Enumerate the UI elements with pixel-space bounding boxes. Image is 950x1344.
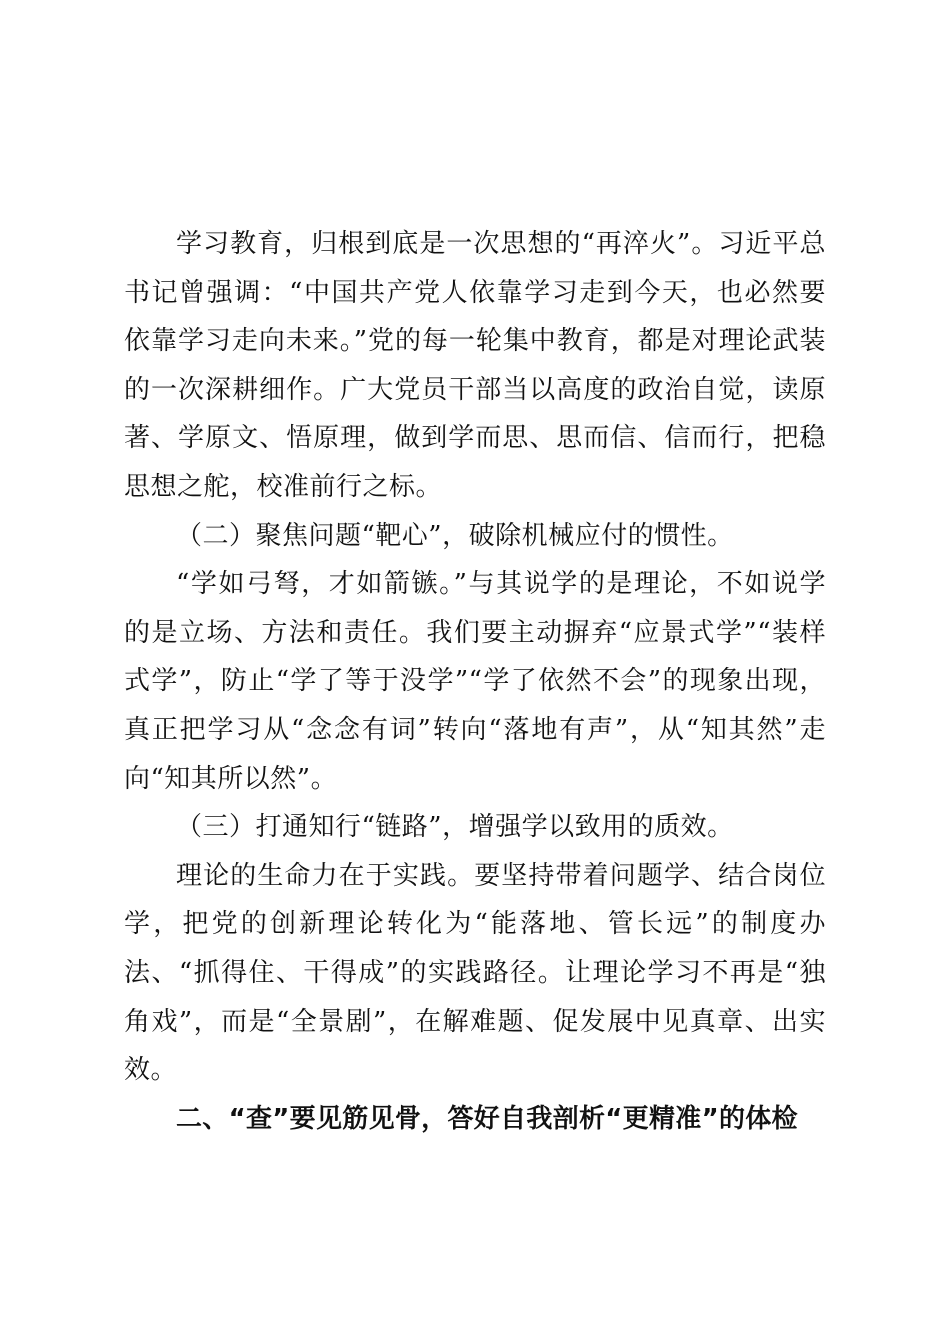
section-heading-two: 二、“查”要见筋见骨，答好自我剖析“更精准”的体检 bbox=[176, 1103, 798, 1134]
paragraph-theory-practice: 理论的生命力在于实践。要坚持带着问题学、结合岗位学，把党的创新理论转化为“能落地、管长远”的制度办法、“抓得住、干得成”的实践路径。让理论学习不再是“独角戏”，而是“全景剧”，在解难题、促发展中见真章、出实效。 bbox=[124, 860, 826, 1086]
paragraph-study-education: 学习教育，归根到底是一次思想的“再淬火”。习近平总书记曾强调：“中国共产党人依靠学习走到今天，也必然要依靠学习走向未来。”党的每一轮集中教育，都是对理论武装的一次深耕细作。广大党员干部当以高度的政治自觉，读原著、学原文、悟原理，做到学而思、思而信、信而行，把稳思想之舵，校准前行之标。 bbox=[124, 229, 826, 502]
subheading-three: （三）打通知行“链路”，增强学以致用的质效。 bbox=[176, 812, 734, 843]
subheading-two: （二）聚焦问题“靶心”，破除机械应付的惯性。 bbox=[176, 520, 734, 551]
paragraph-bow-and-arrow: “学如弓弩，才如箭镞。”与其说学的是理论，不如说学的是立场、方法和责任。我们要主动摒弃“应景式学”“装样式学”，防止“学了等于没学”“学了依然不会”的现象出现，真正把学习从“念念有词”转向“落地有声”，从“知其然”走向“知其所以然”。 bbox=[124, 569, 826, 794]
document-body bbox=[124, 220, 826, 1143]
